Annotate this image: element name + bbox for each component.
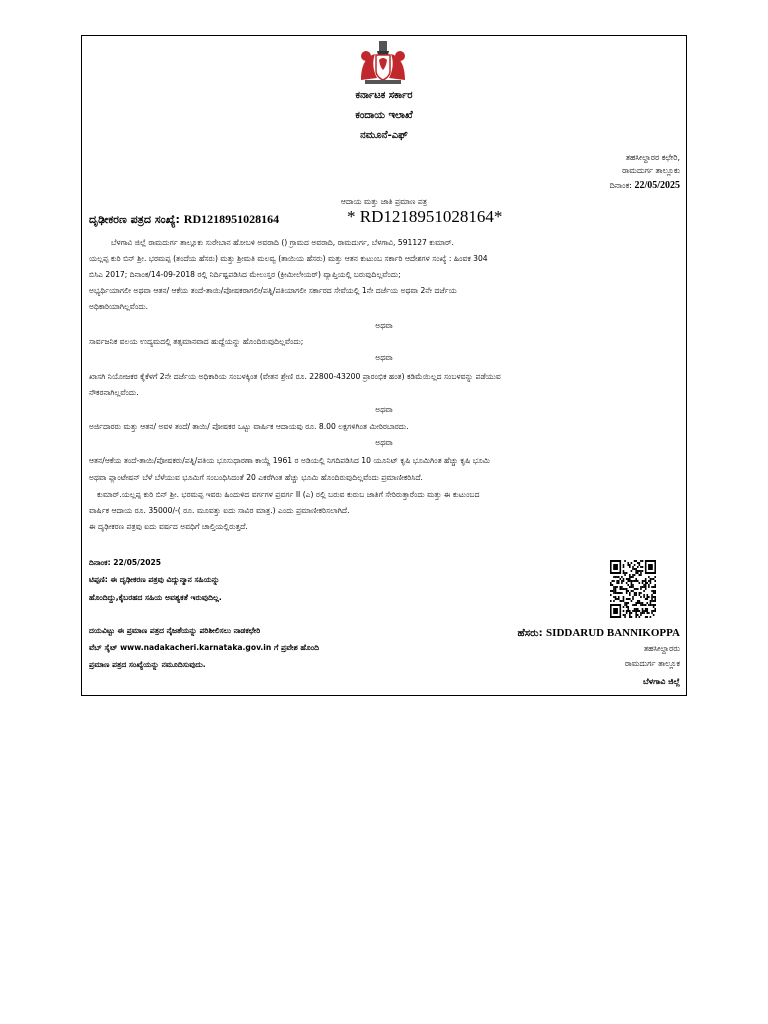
body-line: ಬಿಸಿಎ 2017; ದಿನಾಂಕ/14-09-2018 ರಲ್ಲಿ ನಿರ್ದಿಷ್ಟಪಡಿಸಿದ ಮೇಲುಸ್ತರ (ಕ್ರೀಮೀಲೇಯರ್) ವ್ಯಾಪ್ತಿಯಲ್ಲಿ ಬರುವುದಿಲ್ಲವೆಂದು;: [89, 270, 401, 279]
office-date-label: ದಿನಾಂಕ:: [609, 181, 632, 190]
body-line: ಅರ್ಜಿದಾರರು ಮತ್ತು ಆತನ/ ಅವಳ ತಂದೆ/ ತಾಯಿ/ ಪೋಷಕರ ಒಟ್ಟು ವಾರ್ಷಿಕ ಆದಾಯವು ರೂ. 8.00 ಲಕ್ಷಗಳಿಗಿಂತ ಮೀರಿರಬಾರದು.: [89, 422, 409, 431]
body-line: ಆತನ/ಆಕೆಯ ತಂದೆ-ತಾಯಿ/ಪೋಷಕರು/ಪತ್ನಿ/ಪತಿಯ ಭೂಸುಧಾರಣಾ ಕಾಯ್ದೆ 1961 ರ ಅಡಿಯಲ್ಲಿ ನಿಗದಿಪಡಿಸಿದ 10 ಯೂನಿಟ್ ಕೃಷಿ ಭೂಮಿಗಿಂತ ಹೆಚ್ಚು ಕೃಷಿ ಭೂಮಿ: [89, 456, 491, 465]
cert-number-barcode-text: * RD1218951028164*: [347, 207, 503, 226]
or-separator: ಅಥವಾ: [375, 321, 393, 330]
body-line: ನೌಕರನಾಗಿಲ್ಲವೆಂದು.: [89, 388, 139, 397]
signatory-title: ತಹಸೀಲ್ದಾರರು: [643, 644, 680, 653]
body-line: ಅಭ್ಯರ್ಥಿಯಾಗಲೀ ಅಥವಾ ಆತನ/ ಆಕೆಯ ತಂದೆ-ತಾಯಿ/ಪೋಷಕರಾಗಲೀ/ಪತ್ನಿ/ಪತಿಯಾಗಲೀ ಸರ್ಕಾರದ ಸೇವೆಯಲ್ಲಿ 1ನೇ ದರ್ಜೆಯ ಅಥವಾ 2ನೇ ದರ್ಜೆಯ: [89, 286, 457, 295]
or-separator: ಅಥವಾ: [375, 405, 393, 414]
body-line: ಯಲ್ಲಪ್ಪ ಕುರಿ ಬಿನ್ ಶ್ರೀ. ಭರಮಪ್ಪ (ತಂದೆಯ ಹೆಸರು) ಮತ್ತು ಶ್ರೀಮತಿ ಮಲವ್ವ (ತಾಯಿಯ ಹೆಸರು) ಮತ್ತು ಆತನ ಕುಟುಂಬ ಸರ್ಕಾರಿ ಆದೇಶಗಳ ಸಂಖ್ಯೆ : ಹಿಂವಕ 304: [89, 254, 488, 263]
body-line: ಸಾರ್ವಜನಿಕ ವಲಯ ಉದ್ಯಮದಲ್ಲಿ ತತ್ಸಮಾನವಾದ ಹುದ್ದೆಯನ್ನು ಹೊಂದಿರುವುದಿಲ್ಲವೆಂದು;: [89, 337, 304, 346]
body-line: ಅಧಿಕಾರಿಯಾಗಿಲ್ಲವೆಂದು.: [89, 302, 149, 311]
or-separator: ಅಥವಾ: [375, 438, 393, 447]
office-date: [610, 180, 680, 191]
signatory-district: ಬೆಳಗಾವಿ ಜಿಲ್ಲೆ: [642, 677, 680, 686]
footer-note-line1: ಟಿಪ್ಪಣಿ: ಈ ದೃಢೀಕರಣ ಪತ್ರವು ವಿದ್ಯುನ್ಮಾನ ಸಹಿಯನ್ನು: [89, 575, 220, 584]
body-line: ವಾರ್ಷಿಕ ಆದಾಯ ರೂ. 35000/-( ರೂ. ಮೂವತ್ತು ಐದು ಸಾವಿರ ಮಾತ್ರ.) ಎಂದು ಪ್ರಮಾಣೀಕರಿಸಲಾಗಿದೆ.: [89, 506, 350, 515]
cert-title: ಆದಾಯ ಮತ್ತು ಜಾತಿ ಪ್ರಮಾಣ ಪತ್ರ: [340, 197, 428, 206]
office-line2: ರಾಮದುರ್ಗ ತಾಲ್ಲೂಕು: [622, 166, 680, 175]
office-line1: ತಹಸೀಲ್ದಾರರ ಕಛೇರಿ,: [625, 153, 680, 162]
footer-note-line2: ಹೊಂದಿದ್ದು,ಕೈಬರಹದ ಸಹಿಯ ಅವಶ್ಯಕತೆ ಇರುವುದಿಲ್ಲ.: [89, 593, 222, 602]
office-date-value: 22/05/2025: [634, 180, 680, 191]
form-heading: ನಮೂನೆ-ಎಫ್: [360, 130, 408, 141]
verify-line1: ದಯವಿಟ್ಟು ಈ ಪ್ರಮಾಣ ಪತ್ರದ ನೈಜತೆಯನ್ನು ಪರಿಶೀಲಿಸಲು ನಾಡಕಛೇರಿ: [89, 626, 261, 635]
karnataka-emblem-icon: [357, 40, 409, 86]
body-line: ಅಥವಾ ಪ್ಲಾಂಟೇಷನ್ ಬೆಳೆ ಬೆಳೆಯುವ ಭೂಮಿಗೆ ಸಂಬಂಧಿಸಿದಂತೆ 20 ಎಕರೆಗಿಂತ ಹೆಚ್ಚು ಭೂಮಿ ಹೊಂದಿರುವುದಿಲ್ಲವೆಂದು ಪ್ರಮಾಣೀಕರಿಸಿದೆ.: [89, 473, 423, 482]
body-line: ಖಾಸಗಿ ನಿಯೋಜಕರ ಕೈಕೆಳಗೆ 2ನೇ ದರ್ಜೆಯ ಅಧಿಕಾರಿಯ ಸಂಬಳಕ್ಕಿಂತ (ವೇತನ ಶ್ರೇಣಿ ರೂ. 22800-43200 ಪ್ರಾರಂಭಿಕ ಹಂತ) ಕಡಿಮೆಯಿಲ್ಲದ ಸಂಬಳವನ್ನು ಪಡೆಯುವ: [89, 372, 501, 381]
signatory-name-value: SIDDARUD BANNIKOPPA: [546, 627, 680, 639]
signatory-name: [517, 627, 680, 639]
or-separator: ಅಥವಾ: [375, 353, 393, 362]
cert-number-value: RD1218951028164: [183, 212, 280, 226]
cert-number-label: ದೃಢೀಕರಣ ಪತ್ರದ ಸಂಖ್ಯೆ:: [89, 213, 180, 226]
footer-date: ದಿನಾಂಕ: 22/05/2025: [89, 558, 162, 567]
qr-code: [610, 560, 656, 618]
cert-number: [89, 212, 279, 227]
dept-heading: ಕಂದಾಯ ಇಲಾಖೆ: [355, 110, 413, 121]
body-line: ಈ ದೃಢೀಕರಣ ಪತ್ರವು ಐದು ವರ್ಷದ ಅವಧಿಗೆ ಚಾಲ್ತಿಯಲ್ಲಿರುತ್ತದೆ.: [89, 522, 248, 531]
body-line: ಬೆಳಗಾವಿ ಜಿಲ್ಲೆ ರಾಮದುರ್ಗ ತಾಲ್ಲೂಕು ಸುರೇಬಾನ ಹೋಬಳಿ ಅವರಾದಿ () ಗ್ರಾಮದ ಅವರಾದಿ, ರಾಮದುರ್ಗ, ಬೆಳಗಾವಿ, 591127 ಕುಮಾರ್.: [111, 238, 454, 247]
body-line: ಕುಮಾರ್.ಯಲ್ಲಪ್ಪ ಕುರಿ ಬಿನ್ ಶ್ರೀ. ಭರಮಪ್ಪ ಇವರು ಹಿಂದುಳಿದ ವರ್ಗಗಳ ಪ್ರವರ್ಗ II (ಎ) ರಲ್ಲಿ ಬರುವ ಕುರುಬ ಜಾತಿಗೆ ಸೇರಿರುತ್ತಾರೆಂದು ಮತ್ತು ಈ ಕುಟುಂಬದ: [97, 490, 480, 499]
verify-line3: ಪ್ರಮಾಣ ಪತ್ರದ ಸಂಖ್ಯೆಯನ್ನು ನಮೂದಿಸುವುದು.: [89, 660, 206, 669]
signatory-taluk: ರಾಮದುರ್ಗ ತಾಲ್ಲೂಕ: [624, 659, 680, 668]
govt-heading: ಕರ್ನಾಟಕ ಸರ್ಕಾರ: [355, 90, 413, 101]
verify-line2: ವೆಬ್ ಸೈಟ್ www.nadakacheri.karnataka.gov.in ಗೆ ಪ್ರವೇಶ ಹೊಂದಿ: [89, 643, 320, 652]
signatory-label: ಹೆಸರು:: [517, 628, 543, 639]
